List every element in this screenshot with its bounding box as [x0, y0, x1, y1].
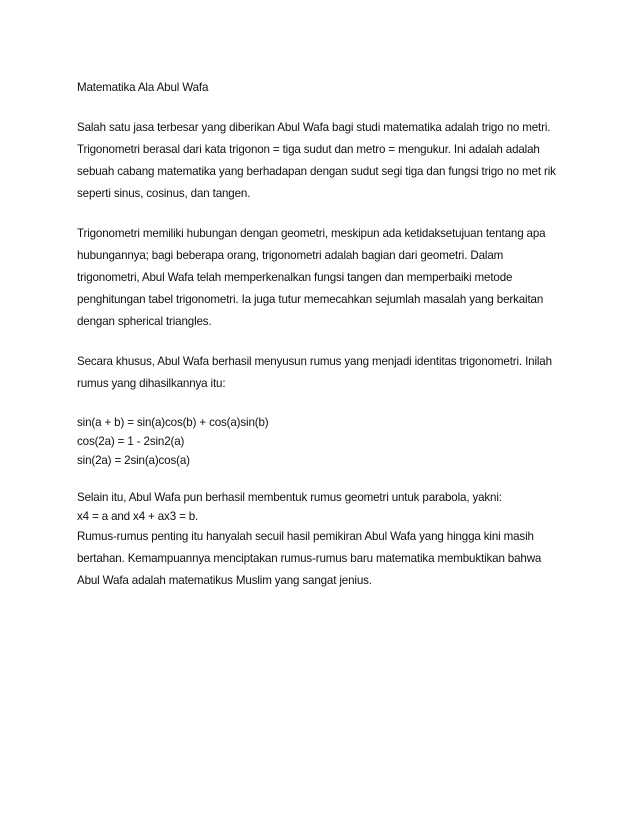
paragraph-line: x4 = a and x4 + ax3 = b.	[77, 510, 199, 523]
formula-list	[77, 413, 569, 470]
formula-line: sin(a + b) = sin(a)cos(b) + cos(a)sin(b)	[77, 416, 269, 429]
paragraph-line: Rumus-rumus penting itu hanyalah secuil hasil pemikiran Abul Wafa yang hingga kini masih	[77, 530, 534, 543]
paragraph-2	[77, 223, 569, 333]
paragraph-3	[77, 351, 569, 395]
paragraph-line: Secara khusus, Abul Wafa berhasil menyusun rumus yang menjadi identitas trigonometri. Inilah	[77, 355, 552, 368]
paragraph-line: Abul Wafa adalah matematikus Muslim yang sangat jenius.	[77, 574, 372, 587]
paragraph-line: Trigonometri berasal dari kata trigonon = tiga sudut dan metro = mengukur. Ini adalah adalah	[77, 143, 540, 156]
paragraph-line: hubungannya; bagi beberapa orang, trigonometri adalah bagian dari geometri. Dalam	[77, 249, 504, 262]
paragraph-1	[77, 117, 569, 205]
paragraph-line: trigonometri, Abul Wafa telah memperkenalkan fungsi tangen dan memperbaiki metode	[77, 271, 513, 284]
paragraph-line: Trigonometri memiliki hubungan dengan geometri, meskipun ada ketidaksetujuan tentang apa	[77, 227, 546, 240]
paragraph-line: Salah satu jasa terbesar yang diberikan Abul Wafa bagi studi matematika adalah trigo no metri.	[77, 121, 551, 134]
paragraph-line: penghitungan tabel trigonometri. Ia juga tutur memecahkan sejumlah masalah yang berkaitan	[77, 293, 544, 306]
document-title: Matematika Ala Abul Wafa	[77, 81, 209, 94]
paragraph-line: bertahan. Kemampuannya menciptakan rumus-rumus baru matematika membuktikan bahwa	[77, 552, 542, 565]
document-page	[77, 77, 569, 592]
formula-line: cos(2a) = 1 - 2sin2(a)	[77, 435, 185, 448]
paragraph-4	[77, 488, 569, 592]
paragraph-line: seperti sinus, cosinus, dan tangen.	[77, 187, 251, 200]
paragraph-line: sebuah cabang matematika yang berhadapan dengan sudut segi tiga dan fungsi trigo no met rik	[77, 165, 556, 178]
paragraph-line: dengan spherical triangles.	[77, 315, 212, 328]
formula-line: sin(2a) = 2sin(a)cos(a)	[77, 454, 190, 467]
paragraph-line: rumus yang dihasilkannya itu:	[77, 377, 226, 390]
paragraph-line: Selain itu, Abul Wafa pun berhasil membentuk rumus geometri untuk parabola, yakni:	[77, 491, 502, 504]
